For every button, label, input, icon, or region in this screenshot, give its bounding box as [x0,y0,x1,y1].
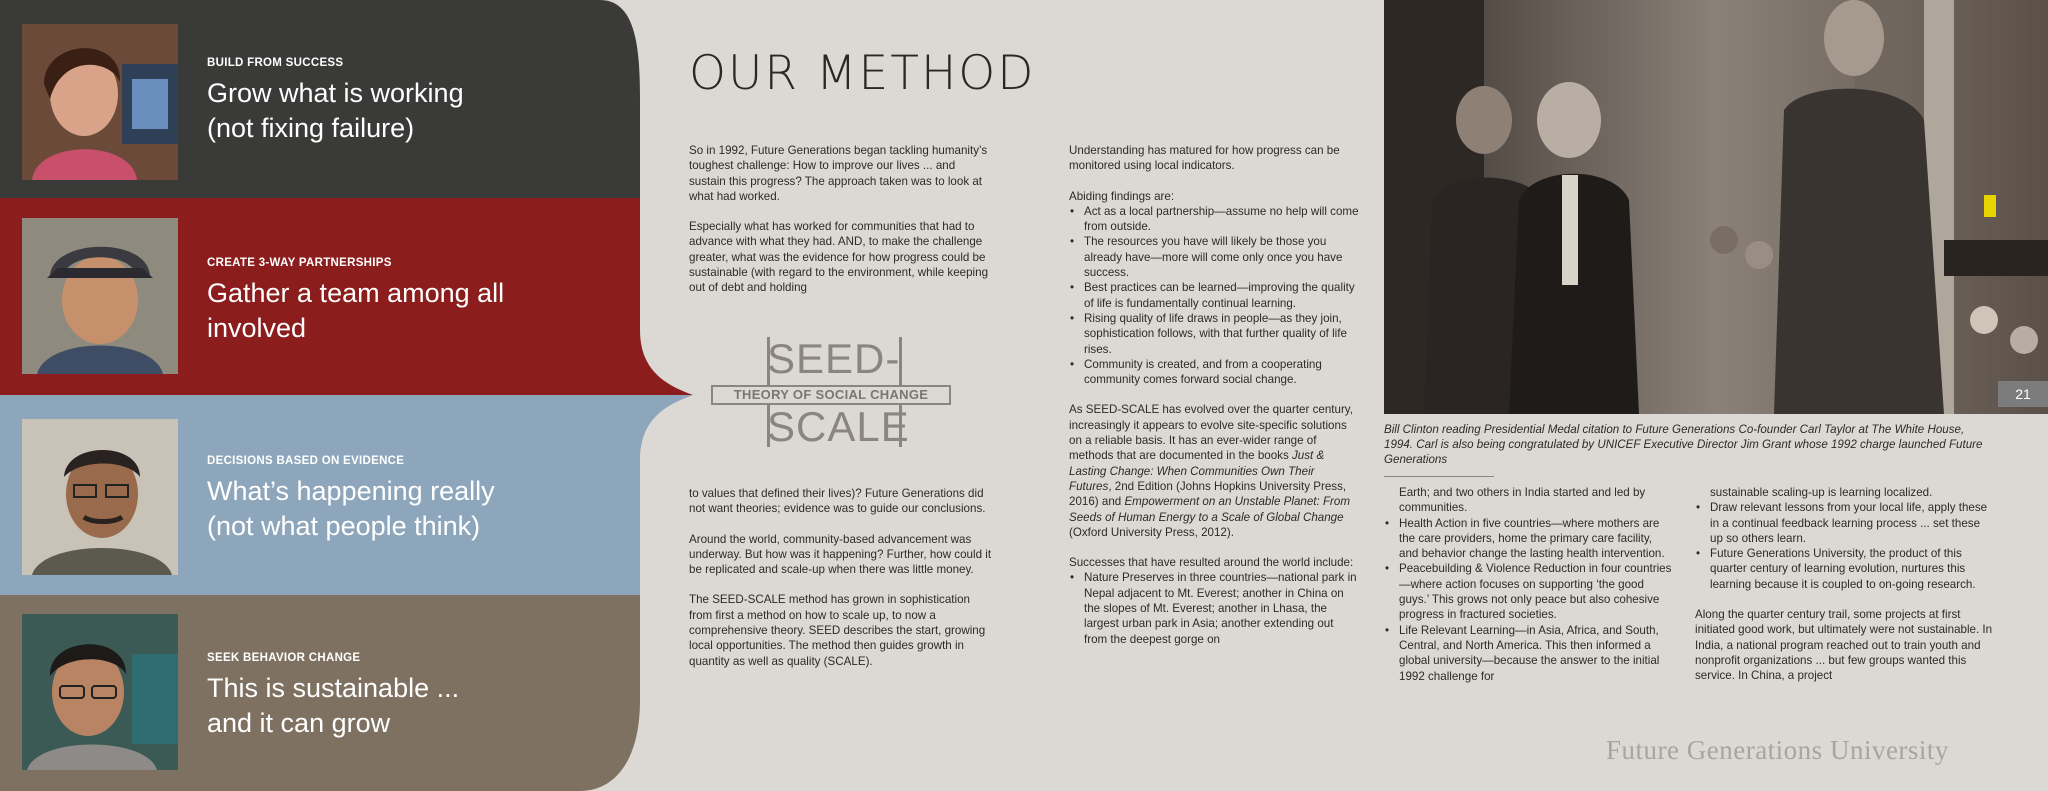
row-4-headline [207,671,567,741]
findings-list [1069,204,1359,388]
col1-paragraph-4: Around the world, community-based advancement was underway. But how was it happening? Further, how could it be replicated and scale-up when there was little money. [689,532,992,577]
row-4-line-2: and it can grow [207,708,391,738]
method-row-1 [0,0,640,198]
col1-paragraph-5: The SEED-SCALE method has grown in sophistication from first a method on how to scale up, to now a comprehensive theory. SEED describes the start, growing local opportunities. The method then guides growth in quantity as well as quality (SCALE). [689,593,986,668]
column-3 [1384,485,1674,684]
col1-paragraph-2: Especially what has worked for communities that had to advance with what they had. AND, to make the challenge greater, what was the evidence for how progress could be sustainable (with regard to the environment, while keeping out of debt and holding [689,220,989,295]
logo-seed-text: SEED- [767,335,901,382]
row-2-headline [207,276,567,346]
page-number: 21 [1998,381,2048,407]
column-2 [1069,143,1359,647]
success-item: • Life Relevant Learning—in Asia, Africa, and South, Central, and North America. This then informed a global university—because the answer to the initial 1992 challenge for [1384,623,1674,684]
learning-item: • Future Generations University, the product of this quarter century of learning evolution, nurtures this learning because it is coupled to on-going research. [1695,546,1995,592]
col2-p3-text-e: (Oxford University Press, 2012). [1069,525,1234,539]
col1-paragraph-3: to values that defined their lives)? Future Generations did not want theories; evidence was to guide our conclusions. [689,487,986,516]
footer-wordmark: Future Generations University [1606,735,1949,765]
method-row-2 [0,198,640,395]
logo-ribbon-text: THEORY OF SOCIAL CHANGE [711,385,951,405]
page-title: OUR METHOD [689,46,1036,101]
row-1-kicker: BUILD FROM SUCCESS [207,57,344,69]
col3-continuation: Earth; and two others in India started and led by communities. [1399,486,1646,515]
row-4-kicker: SEEK BEHAVIOR CHANGE [207,652,361,664]
book-title-1: Just & Lasting Change: When Communities Own Their Futures [1069,449,1325,493]
learning-item: • Draw relevant lessons from your local life, apply these in a continual feedback learning process ... set these up so others learn. [1695,500,1995,546]
success-item: • Peacebuilding & Violence Reduction in four countries—where action focuses on supporting ‘the good guys.’ This grows not only peace but also cohesive progress in fractured societies. [1384,561,1674,622]
method-row-3 [0,395,640,595]
col1-paragraph-1: So in 1992, Future Generations began tackling humanity’s toughest challenge: How to improve our lives ... and sustain this progress? The approach taken was to look at what had worked. [689,144,988,203]
photo-caption: Bill Clinton reading Presidential Medal citation to Future Generations Co-founder Carl Taylor at The White House, 1994. Carl is also being congratulated by UNICEF Executive Director Jim Grant whose 1992 charge launched Future Generations [1384,423,1983,466]
finding-item: • The resources you have will likely be those you already have—more will come only once you have success. [1069,234,1359,280]
col4-continuation: sustainable scaling-up is learning localized. [1710,486,1933,499]
method-row-4 [0,595,640,791]
successes-intro: Successes that have resulted around the world include: [1069,556,1354,570]
finding-item: • Best practices can be learned—improving the quality of life is fundamentally continual learning. [1069,280,1359,311]
col2-p3-text-a: As SEED-SCALE has evolved over the quarter century, increasingly it appears to evolve site-specific solutions on a reliable basis. It has an ever-wider range of methods that are documented in the books [1069,403,1353,463]
col4-list [1695,500,1995,592]
photo-smiling-woman [22,24,178,180]
row-2-kicker: CREATE 3-WAY PARTNERSHIPS [207,257,392,269]
column-1-bottom [689,486,995,684]
photo-man-thinking [22,614,178,770]
logo-scale-text: SCALE [767,403,910,450]
column-4 [1695,485,1995,699]
col2-paragraph-1: Understanding has matured for how progress can be monitored using local indicators. [1069,144,1340,173]
col4-paragraph: Along the quarter century trail, some projects at first initiated good work, but ultimately were not sustainable. In India, a national program reached out to train youth and nonprofit organizations ... but few groups wanted this service. In China, a project [1695,608,1993,683]
book-title-2: Empowerment on an Unstable Planet: From Seeds of Human Energy to a Scale of Global Change [1069,495,1350,524]
finding-item: • Rising quality of life draws in people—as they join, sophistication follows, with that further quality of life rises. [1069,311,1359,357]
successes-list [1069,570,1359,646]
row-3-line-2: (not what people think) [207,511,481,541]
row-4-line-1: This is sustainable ... [207,673,460,703]
row-1-line-1: Grow what is working [207,78,464,108]
finding-item: • Act as a local partnership—assume no help will come from outside. [1069,204,1359,235]
col3-list [1384,516,1674,684]
row-3-headline [207,474,567,544]
column-1-top [689,143,995,311]
finding-item: • Community is created, and from a cooperating community comes forward social change. [1069,357,1359,388]
success-item: • Nature Preserves in three countries—national park in Nepal adjacent to Mt. Everest; another in China on the slopes of Mt. Everest; another in Lhasa, the largest urban park in Asia; another extending out from the deepest gorge on [1069,570,1359,646]
photo-white-house-ceremony [1384,0,2048,414]
col2-p3-text-c: , 2nd Edition (Johns Hopkins University Press, 2016) and [1069,479,1347,509]
success-item: • Health Action in five countries—where mothers are the care providers, home the primary care facility, and behavior change the lasting health intervention. [1384,516,1674,562]
findings-intro: Abiding findings are: [1069,189,1175,203]
col2-paragraph-3 [1069,402,1359,540]
photo-man-with-glasses [22,419,178,575]
photo-woman-in-hat [22,218,178,374]
left-panel [0,0,700,791]
row-3-line-1: What’s happening really [207,476,495,506]
row-2-line-1: Gather a team among all [207,278,505,308]
row-1-line-2: (not fixing failure) [207,113,415,143]
caption-divider [1384,476,1494,477]
row-1-headline [207,76,567,146]
row-3-kicker: DECISIONS BASED ON EVIDENCE [207,455,405,467]
row-2-line-2: involved [207,313,307,343]
seed-scale-logo [711,335,951,453]
